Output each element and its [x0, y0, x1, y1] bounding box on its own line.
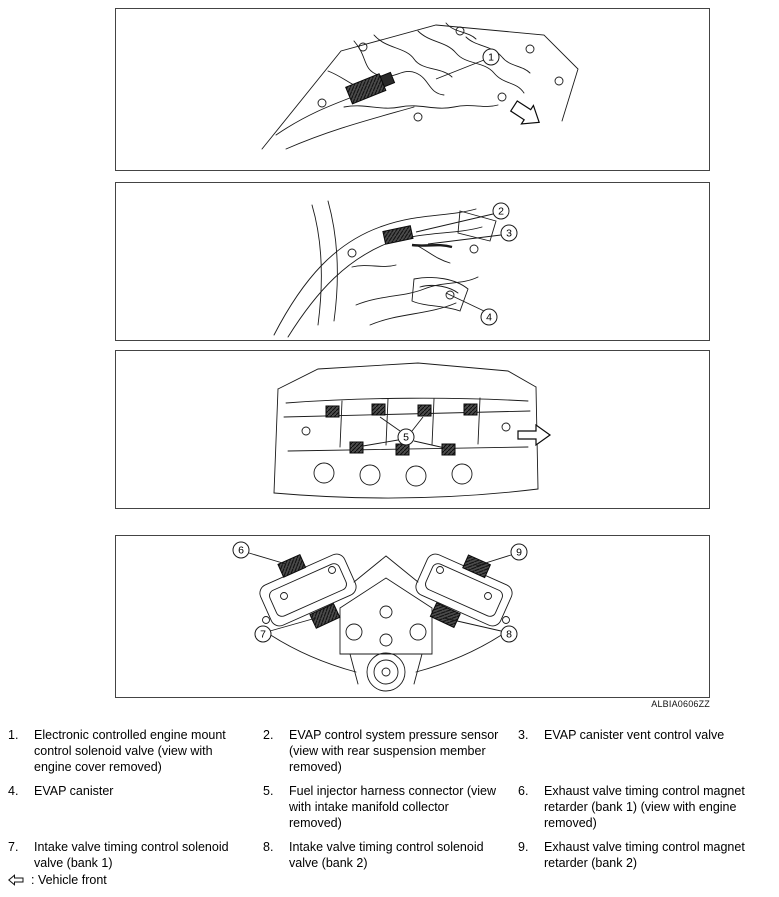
engine-side-view-diagram	[116, 351, 709, 508]
legend-item	[8, 783, 263, 831]
callout-7	[255, 626, 271, 642]
svg-text:3: 3	[506, 227, 512, 240]
callout-6	[233, 542, 249, 558]
component-injector-harness-connectors	[326, 404, 477, 455]
legend-item-text: Exhaust valve timing control magnet retarder (bank 1) (view with engine removed)	[544, 784, 745, 830]
svg-text:8: 8	[506, 628, 512, 641]
rear-underbody-view-diagram	[116, 183, 709, 340]
svg-text:2: 2	[498, 205, 504, 218]
legend	[8, 727, 774, 871]
figure-code: ALBIA0606ZZ	[651, 699, 710, 709]
callout-8	[501, 626, 517, 642]
legend-item	[518, 839, 774, 871]
callout-2	[493, 203, 509, 219]
legend-item-text: Intake valve timing control solenoid valve (bank 1)	[34, 840, 229, 870]
diagram-panel-2	[115, 182, 710, 341]
legend-item-number: 6.	[518, 784, 529, 798]
legend-item-text: EVAP canister vent control valve	[544, 728, 725, 742]
legend-item-number: 7.	[8, 840, 19, 854]
component-intake-vtc-solenoid-bank2	[430, 603, 460, 628]
legend-item-number: 1.	[8, 728, 19, 742]
callout-4	[481, 309, 497, 325]
legend-item	[263, 783, 518, 831]
callout-5	[398, 429, 414, 445]
direction-arrow-icon	[508, 97, 545, 132]
svg-text:1: 1	[488, 51, 494, 64]
vehicle-front-label: : Vehicle front	[31, 873, 107, 887]
component-intake-vtc-solenoid-bank1	[310, 604, 340, 629]
legend-item-text: Electronic controlled engine mount control solenoid valve (view with engine cover removed)	[34, 728, 226, 774]
legend-item	[8, 727, 263, 775]
legend-item-number: 5.	[263, 784, 274, 798]
legend-item-text: Exhaust valve timing control magnet retarder (bank 2)	[544, 840, 745, 870]
legend-item	[518, 727, 774, 775]
svg-text:5: 5	[403, 431, 409, 444]
svg-text:7: 7	[260, 628, 266, 641]
legend-item-text: Fuel injector harness connector (view with intake manifold collector removed)	[289, 784, 497, 830]
legend-item-number: 3.	[518, 728, 529, 742]
engine-front-view-diagram	[116, 536, 709, 697]
legend-item-text: EVAP canister	[34, 784, 114, 798]
component-exhaust-vtc-retarder-bank1	[278, 555, 306, 578]
component-vent-control-valve	[412, 245, 452, 247]
engine-line-art	[262, 23, 578, 149]
callout-1	[483, 49, 499, 65]
leader-line-1	[436, 60, 484, 79]
diagram-panel-4	[115, 535, 710, 698]
component-evap-pressure-sensor	[383, 226, 413, 245]
diagram-panel-3	[115, 350, 710, 509]
legend-item-text: EVAP control system pressure sensor (view with rear suspension member removed)	[289, 728, 499, 774]
callout-9	[511, 544, 527, 560]
direction-arrow-icon	[518, 425, 550, 445]
vehicle-front-arrow-icon	[8, 874, 24, 886]
legend-item	[8, 839, 263, 871]
legend-item	[263, 839, 518, 871]
component-engine-mount-solenoid-valve	[346, 70, 396, 104]
vehicle-front-note	[8, 873, 107, 887]
legend-item-number: 9.	[518, 840, 529, 854]
legend-item	[263, 727, 518, 775]
legend-item-number: 4.	[8, 784, 19, 798]
legend-item-number: 2.	[263, 728, 274, 742]
svg-text:6: 6	[238, 544, 244, 557]
callout-3	[501, 225, 517, 241]
svg-text:9: 9	[516, 546, 522, 559]
legend-item-number: 8.	[263, 840, 274, 854]
diagram-panel-1	[115, 8, 710, 171]
svg-text:4: 4	[486, 311, 492, 324]
legend-item-text: Intake valve timing control solenoid valve (bank 2)	[289, 840, 484, 870]
legend-item	[518, 783, 774, 831]
engine-bay-top-view-diagram	[116, 9, 709, 170]
